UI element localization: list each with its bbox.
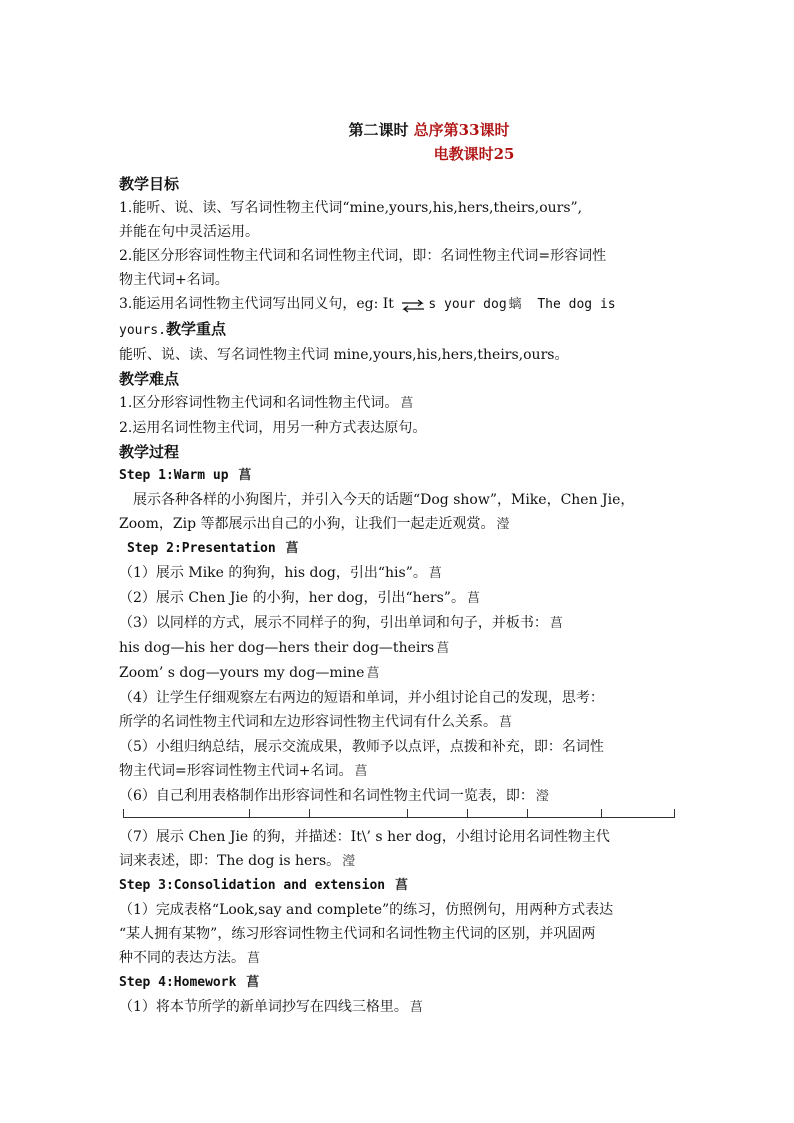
- blackboard-line-2: Zoom’ s dog—yours my dog—mine 菖: [119, 665, 380, 681]
- blackboard-line-1: his dog—his her dog—hers their dog—theirs 菖: [119, 640, 450, 656]
- goal-3-line-1: [119, 292, 679, 317]
- step-2-item-3: （3）以同样的方式，展示不同样子的狗，引出单词和句子，并板书： 菖: [119, 615, 563, 631]
- paragraph-mark: 菖: [394, 878, 408, 893]
- title-block: [119, 118, 679, 166]
- lesson-subtitle: 电教课时25: [433, 145, 515, 163]
- step-3-item-1-line-1: （1）完成表格“Look,say and complete”的练习，仿照例句，用两种方式表达: [119, 902, 614, 918]
- goal-3-swap-letter: s: [428, 297, 437, 312]
- step-2-item-5-line-1: （5）小组归纳总结，展示交流成果，教师予以点评，点拨和补充，即：名词性: [119, 739, 604, 755]
- goal-3-text-c: The dog is: [521, 297, 616, 312]
- paragraph-mark: 瀅: [342, 854, 356, 869]
- swap-arrows-icon: [400, 297, 426, 311]
- goal-1-line-2: 并能在句中灵活运用。: [119, 224, 259, 240]
- table-cell-divider: [249, 809, 250, 818]
- process-heading: 教学过程: [119, 443, 180, 461]
- step-2-item-6: （6）自己利用表格制作出形容词性和名词性物主代词一览表，即： 瀅: [119, 788, 549, 804]
- key-points-text: 能听、说、读、写名词性物主代词 mine,yours,his,hers,theirs,ours。: [119, 347, 569, 363]
- goals-heading: 教学目标: [119, 175, 180, 193]
- goal-3-text-b: your dog: [436, 297, 507, 312]
- table-border: [123, 817, 675, 818]
- step-2-heading: Step 2:Presentation 菖: [127, 541, 299, 556]
- step-2-item-1: （1）展示 Mike 的狗狗，his dog，引出“his”。 菖: [119, 565, 442, 581]
- paragraph-mark: 菖: [246, 975, 260, 990]
- step-3-item-1-line-3: 种不同的表达方法。 菖: [119, 950, 261, 966]
- step-1-heading: Step 1:Warm up 菖: [119, 468, 252, 483]
- paragraph-mark: 瀅: [496, 517, 510, 532]
- step-3-heading: Step 3:Consolidation and extension 菖: [119, 878, 408, 893]
- difficulty-heading: 教学难点: [119, 370, 180, 388]
- paragraph-mark: 菖: [400, 396, 414, 411]
- difficulty-2: 2.运用名词性物主代词，用另一种方式表达原句。: [119, 420, 427, 436]
- paragraph-mark: 菖: [549, 616, 563, 631]
- key-points-heading: 教学重点: [165, 320, 226, 338]
- goal-3-text-d: yours.: [119, 323, 166, 338]
- paragraph-mark: 菖: [366, 666, 380, 681]
- paragraph-mark: 瀅: [535, 789, 549, 804]
- table-cell-divider: [527, 809, 528, 818]
- step-2-item-4-line-2: 所学的名词性物主代词和左边形容词性物主代词有什么关系。 菖: [119, 714, 513, 730]
- table-cell-divider: [674, 809, 675, 818]
- goal-2-line-1: 2.能区分形容词性物主代词和名词性物主代词，即：名词性物主代词=形容词性: [119, 248, 607, 264]
- pronoun-table-fragment: [123, 809, 675, 825]
- lesson-number: 总序第33课时: [413, 121, 510, 139]
- goal-3-text-a: 3.能运用名词性物主代词写出同义句，eg: It: [119, 296, 399, 312]
- step-2-item-5-line-2: 物主代词=形容词性物主代词+名词。 菖: [119, 763, 368, 779]
- goal-2-line-2: 物主代词+名词。: [119, 272, 229, 288]
- table-cell-divider: [309, 809, 310, 818]
- step-2-item-7-line-2: 词来表述，即：The dog is hers。 瀅: [119, 853, 356, 869]
- step-4-item-1: （1）将本节所学的新单词抄写在四线三格里。 菖: [119, 999, 423, 1015]
- step-1-text-line-2: Zoom，Zip 等都展示出自己的小狗，让我们一起走近观赏。 瀅: [119, 516, 510, 532]
- goal-1-line-1: 1.能听、说、读、写名词性物主代词“mine,yours,his,hers,theirs,ours”,: [119, 200, 583, 216]
- paragraph-mark: 菖: [499, 715, 513, 730]
- paragraph-mark: 菖: [436, 641, 450, 656]
- paragraph-mark: 菖: [238, 468, 252, 483]
- table-cell-divider: [407, 809, 408, 818]
- step-2-item-7-line-1: （7）展示 Chen Jie 的狗，并描述：It\’ s her dog，小组讨论用名词性物主代: [119, 829, 610, 845]
- lesson-title-text: 第二课时: [348, 121, 414, 139]
- paragraph-mark: 菖: [466, 591, 480, 606]
- paragraph-mark: 菖: [247, 951, 261, 966]
- step-3-item-1-line-2: “某人拥有某物”，练习形容词性物主代词和名词性物主代词的区别，并巩固两: [119, 926, 596, 942]
- document-page: [119, 118, 679, 1020]
- goal-3-line-2: [119, 317, 679, 343]
- table-cell-divider: [467, 809, 468, 818]
- paragraph-mark: 菖: [285, 541, 299, 556]
- paragraph-mark: 菖: [354, 764, 368, 779]
- table-cell-divider: [123, 809, 124, 818]
- step-2-item-2: （2）展示 Chen Jie 的小狗，her dog，引出“hers”。 菖: [119, 590, 480, 606]
- step-2-item-4-line-1: （4）让学生仔细观察左右两边的短语和单词，并小组讨论自己的发现，思考：: [119, 690, 604, 706]
- paragraph-mark: 菖: [428, 566, 442, 581]
- paragraph-mark: 螭: [508, 297, 522, 312]
- difficulty-1: 1.区分形容词性物主代词和名词性物主代词。 菖: [119, 395, 414, 411]
- lesson-title: [119, 118, 679, 142]
- paragraph-mark: 菖: [409, 1000, 423, 1015]
- table-cell-divider: [601, 809, 602, 818]
- step-1-text-line-1: 展示各种各样的小狗图片，并引入今天的话题“Dog show”，Mike，Chen Jie，: [133, 492, 635, 508]
- step-4-heading: Step 4:Homework 菖: [119, 975, 260, 990]
